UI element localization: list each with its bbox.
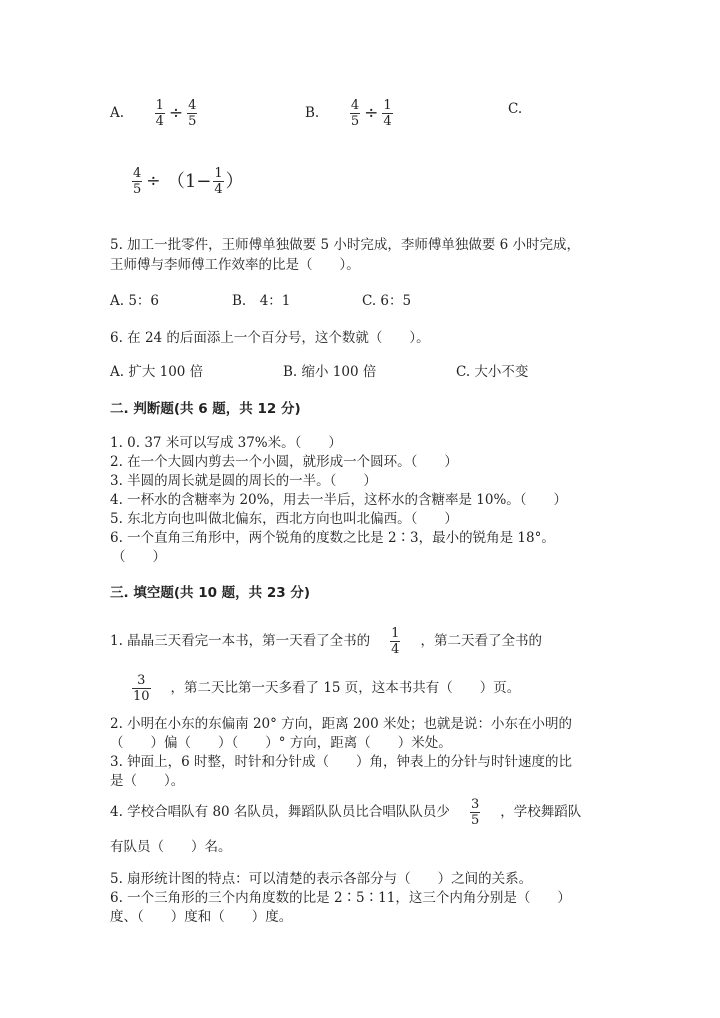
judge-item: 3. 半圆的周长就是圆的周长的一半。（ ） bbox=[110, 473, 377, 489]
option-label: A. bbox=[110, 105, 125, 121]
fraction: $\frac{1}{4}$ bbox=[214, 166, 223, 197]
section3-heading: 三. 填空题(共 10 题，共 23 分) bbox=[110, 585, 311, 601]
fill-q4-line2: 有队员（ ）名。 bbox=[110, 839, 232, 855]
fill-q3-line2: 是（ ）。 bbox=[110, 773, 185, 789]
fill-q2-line1: 2. 小明在小东的东偏南 20° 方向，距离 200 米处；也就是说：小东在小明的 bbox=[110, 716, 573, 732]
q5-line2: 王师傅与李师傅工作效率的比是（ ）。 bbox=[110, 257, 360, 273]
fill-q3-line1: 3. 钟面上，6 时整，时针和分针成（ ）角，钟表上的分针与时针速度的比 bbox=[110, 754, 573, 770]
fraction: $\frac{1}{4}$ bbox=[155, 98, 164, 129]
q6-line1: 6. 在 24 的后面添上一个百分号，这个数就（ ）。 bbox=[110, 330, 430, 346]
fraction: $\frac{1}{4}$ bbox=[383, 98, 392, 129]
fill-q2-line2: （ ）偏（ ）（ ）° 方向，距离（ ）米处。 bbox=[110, 735, 452, 751]
divide-sign: ÷ bbox=[146, 171, 161, 191]
fill-q5: 5. 扇形统计图的特点：可以清楚的表示各部分与（ ）之间的关系。 bbox=[110, 871, 533, 887]
fraction: $\frac{1}{4}$ bbox=[391, 626, 400, 657]
fraction: $\frac{4}{5}$ bbox=[133, 166, 142, 197]
fill-q4-line1: 4. 学校合唱队有 80 名队员，舞蹈队队员比合唱队队员少 $\frac{3}{5}$ ，学校舞蹈队 bbox=[110, 797, 582, 828]
q6-option-b: B. 缩小 100 倍 bbox=[283, 364, 377, 380]
option-a bbox=[110, 98, 199, 129]
option-c-expression: $\frac{4}{5}$ ÷ （1− $\frac{1}{4}$ ） bbox=[133, 166, 244, 197]
section2-heading: 二. 判断题(共 6 题，共 12 分) bbox=[110, 401, 301, 417]
judge-item-cont: （ ） bbox=[112, 549, 166, 565]
fraction: $\frac{4}{5}$ bbox=[350, 98, 360, 129]
fraction: $\frac{3}{5}$ bbox=[470, 797, 480, 828]
q5-option-c: C. 6：5 bbox=[362, 293, 412, 309]
judge-item: 1. 0. 37 米可以写成 37%米。（ ） bbox=[110, 435, 342, 451]
judge-item: 5. 东北方向也叫做北偏东，西北方向也叫北偏西。（ ） bbox=[110, 511, 458, 527]
fill-q1-line1: 1. 晶晶三天看完一本书，第一天看了全书的 $\frac{1}{4}$ ，第二天看了全书的 bbox=[110, 626, 542, 657]
divide-sign: ÷ bbox=[364, 103, 379, 123]
divide-sign: ÷ bbox=[168, 103, 184, 123]
q6-option-a: A. 扩大 100 倍 bbox=[110, 364, 204, 380]
fraction: $\frac{4}{5}$ bbox=[188, 98, 197, 129]
judge-item: 6. 一个直角三角形中，两个锐角的度数之比是 2∶3，最小的锐角是 18°。 bbox=[110, 530, 555, 546]
q6-option-c: C. 大小不变 bbox=[456, 364, 529, 380]
option-c-label: C. bbox=[508, 101, 523, 117]
option-label: B. bbox=[305, 105, 320, 121]
q5-option-b: B. 4：1 bbox=[232, 293, 291, 309]
option-b bbox=[305, 98, 395, 129]
judge-item: 2. 在一个大圆内剪去一个小圆，就形成一个圆环。（ ） bbox=[110, 454, 458, 470]
judge-item: 4. 一杯水的含糖率为 20%，用去一半后，这杯水的含糖率是 10%。（ ） bbox=[110, 492, 568, 508]
fill-q6-line2: 度、（ ）度和（ ）度。 bbox=[110, 909, 293, 925]
q5-option-a: A. 5：6 bbox=[110, 293, 160, 309]
q5-line1: 5. 加工一批零件，王师傅单独做要 5 小时完成，李师傅单独做要 6 小时完成， bbox=[110, 237, 581, 253]
fill-q1-line2: $\frac{3}{10}$ ，第二天比第一天多看了 15 页，这本书共有（ ）页。 bbox=[133, 673, 521, 704]
fill-q6-line1: 6. 一个三角形的三个内角度数的比是 2∶5∶11，这三个内角分别是（ ） bbox=[110, 890, 571, 906]
fraction: $\frac{3}{10}$ bbox=[133, 673, 150, 704]
